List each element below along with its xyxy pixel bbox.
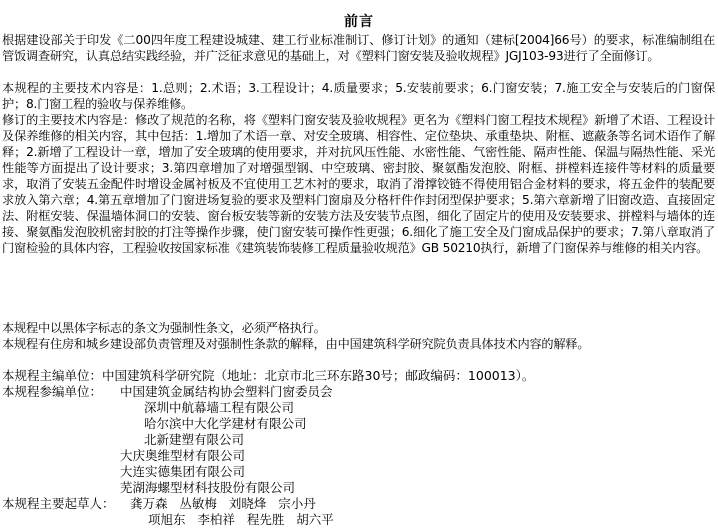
paragraph-revision-content: 修订的主要技术内容是：修改了规范的名称，将《塑料门窗安装及验收规程》更名为《塑料门窗工程技术规程》新增了术语、工程设计及保养维修的相关内容，其中包括：1.增加了术语一章、对安全玻璃、相容性、定位垫块、承重垫块、附框、遮蔽条等名词术语作了解释；2.新增了工程设计一章，增加了安全玻璃的使用要求，并对抗风压性能、水密性能、气密性能、隔声性能、保温与隔热性能、采光性能等方面提出了设计要求；3.第四章增加了对增强型钢、中空玻璃、密封胶、聚氨酯发泡胶、附框、拼樘料连接件等材料的质量要求，取消了安装五金配件时增设金属衬板及不宜使用工艺木衬的要求，取消了滑撑铰链不得使用铝合金材料的要求，将五金件的装配要求放入第六章；4.第五章增加了门窗进场复验的要求及塑料门窗扇及分格杆件作封闭型保护要求；5.第六章新增了旧窗改造、直接固定法、附框安装、保温墙体洞口的安装、窗台板安装等新的安装方法及安装节点图，细化了固定片的使用及安装要求、拼樘料与墙体的连接、聚氨酯发泡胶机密封胶的打注等操作步骤，使门窗安装可操作性更强；6.细化了施工安全及门窗成品保护的要求；7.第八章取消了门窗检验的具体内容，工程验收按国家标准《建筑装饰装修工程质量验收规范》GB 50210执行，新增了门窗保养与维修的相关内容。 <box>2 113 715 255</box>
participant-unit: 大连实德集团有限公司 <box>120 464 246 479</box>
participant-unit: 大庆奥维型材有限公司 <box>120 448 246 463</box>
participant-unit: 芜湖海螺型材科技股份有限公司 <box>120 480 296 495</box>
paragraph-basis: 根据建设部关于印发《二00四年度工程建设城建、建工行业标准制订、修订计划》的通知（建标[2004]66号）的要求，标准编制组在管饭调查研究，认真总结实践经验，并广泛征求意见的基础上，对《塑料门窗安装及验收规程》JGJ103-93进行了全面修订。 <box>2 33 715 63</box>
participant-unit: 中国建筑金属结构协会塑料门窗委员会 <box>120 384 333 399</box>
paragraph-management: 本规程有住房和城乡建设部负责管理及对强制性条款的解释，由中国建筑科学研究院负责具体技术内容的解释。 <box>2 337 590 351</box>
chief-editor-unit: 本规程主编单位：中国建筑科学研究院（地址：北京市北三环东路30号；邮政编码：100013）。 <box>2 368 535 383</box>
drafters-label: 本规程主要起草人： <box>2 496 115 511</box>
drafters-names: 龚万森 丛敏梅 刘晓烽 宗小丹 <box>130 496 316 511</box>
participants-label: 本规程参编单位： <box>2 384 103 399</box>
page-title: 前言 <box>344 14 374 30</box>
paragraph-mandatory-clauses: 本规程中以黑体字标志的条文为强制性条文，必须严格执行。 <box>2 321 326 335</box>
paragraph-main-content: 本规程的主要技术内容是：1.总则；2.术语；3.工程设计；4.质量要求；5.安装前要求；6.门窗安装；7.施工安全与安装后的门窗保护；8.门窗工程的验收与保养维修。 <box>2 81 715 111</box>
participant-unit: 深圳中航幕墙工程有限公司 <box>144 400 295 415</box>
participant-unit: 哈尔滨中大化学建材有限公司 <box>144 416 307 431</box>
participant-unit: 北新建塑有限公司 <box>144 432 245 447</box>
drafters-names: 项旭东 李柏祥 程先胜 胡六平 <box>148 512 334 527</box>
